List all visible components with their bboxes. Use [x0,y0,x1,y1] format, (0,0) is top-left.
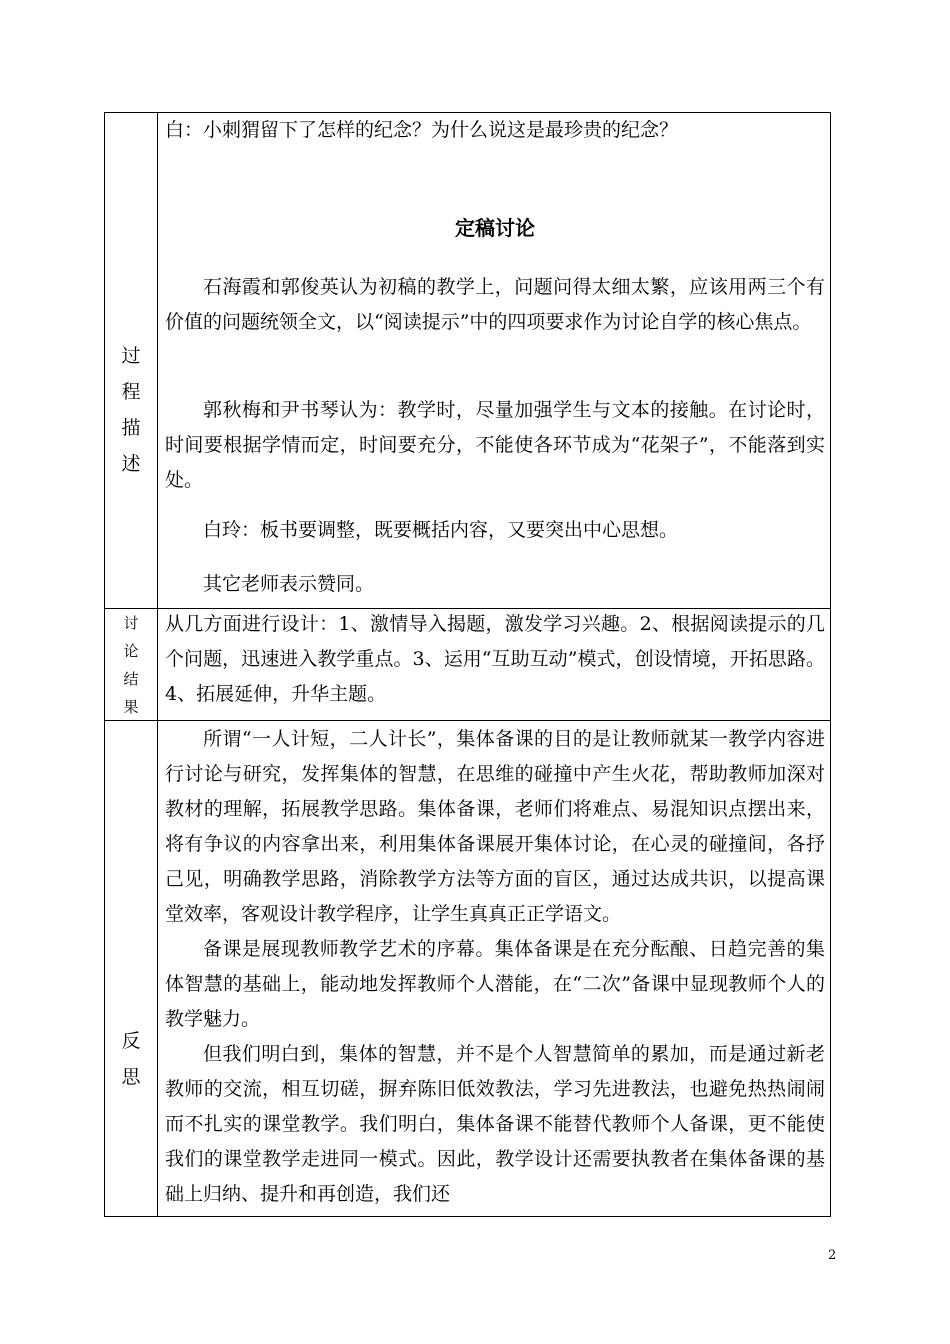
process-label: 过 程 描 述 [121,345,141,475]
record-table [104,112,831,1217]
result-label: 讨 论 结 果 [123,614,139,716]
paragraph: 石海霞和郭俊英认为初稿的教学上，问题问得太细太繁，应该用两三个有价值的问题统领全文，以“阅读提示”中的四项要求作为讨论自学的核心焦点。 [165,276,825,333]
paragraph: 但我们明白到，集体的智慧，并不是个人智慧简单的累加，而是通过新老教师的交流，相互切磋，摒弃陈旧低效教法，学习先进教法，也避免热热闹闹而不扎实的课堂教学。我们明白，集体备课不能替代教师个人备课，更不能使我们的课堂教学走进同一模式。因此，教学设计还需要执教者在集体备课的基础上归纳、提升和再创造，我们还 [165,1043,825,1205]
reflection-content [165,720,825,1216]
first-line: 白：小刺猬留下了怎样的纪念？为什么说这是最珍贵的纪念？ [165,119,679,141]
result-text: 从几方面进行设计：1、激情导入揭题，激发学习兴趣。2、根据阅读提示的几个问题，迅速进入教学重点。3、运用“互助互动”模式，创设情境，开拓思路。4、拓展延伸，升华主题。 [165,613,825,705]
result-content [165,608,825,712]
reflection-label: 反 思 [121,1030,141,1088]
column-divider [157,113,158,1216]
section-heading: 定稿讨论 [455,216,535,240]
paragraph: 其它老师表示赞同。 [203,573,375,595]
paragraph: 所谓“一人计短，二人计长”，集体备课的目的是让教师就某一教学内容进行讨论与研究，发挥集体的智慧，在思维的碰撞中产生火花，帮助教师加深对教材的理解，拓展教学思路。集体备课，老师们将难点、易混知识点摆出来，将有争议的内容拿出来，利用集体备课展开集体讨论，在心灵的碰撞间，各抒己见，明确教学思路，消除教学方法等方面的盲区，通过达成共识，以提高课堂效率，客观设计教学程序，让学生真真正正学语文。 [165,728,825,925]
paragraph: 郭秋梅和尹书琴认为：教学时，尽量加强学生与文本的接触。在讨论时，时间要根据学情而定，时间要充分，不能使各环节成为“花架子”，不能落到实处。 [165,399,825,491]
page-number: 2 [828,1248,837,1263]
paragraph: 备课是展现教师教学艺术的序幕。集体备课是在充分酝酿、日趋完善的集体智慧的基础上，能动地发挥教师个人潜能，在“二次”备课中显现教师个人的教学魅力。 [165,938,825,1030]
paragraph: 白玲：板书要调整，既要概括内容，又要突出中心思想。 [203,519,679,541]
